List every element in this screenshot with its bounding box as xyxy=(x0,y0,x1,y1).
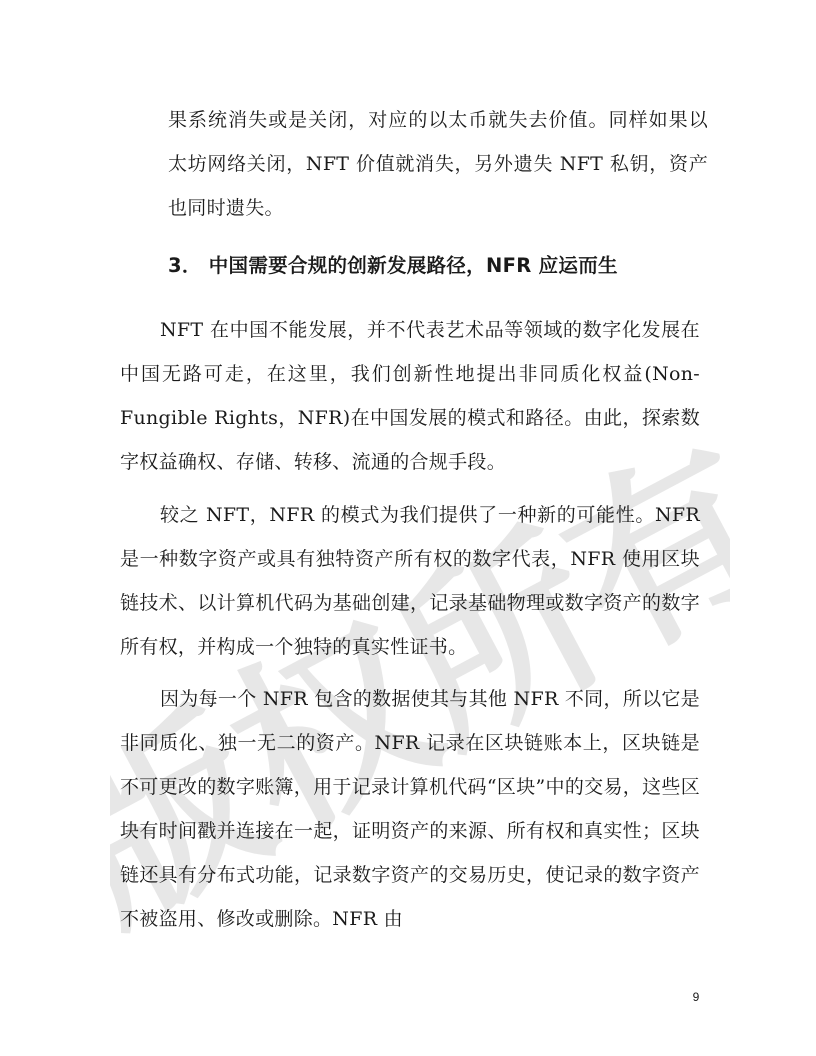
section-heading: 3． 中国需要合规的创新发展路径，NFR 应运而生 xyxy=(168,254,618,277)
paragraph-nfr-blockchain: 因为每一个 NFR 包含的数据使其与其他 NFR 不同，所以它是非同质化、独一无二的资产。NFR 记录在区块链账本上，区块链是不可更改的数字账簿，用于记录计算机代码“区块”中的交易，这些区块有时间戳并连接在一起，证明资产的来源、所有权和真实性；区块链还具有分布式功能，记录数字资产的交易历史，使记录的数字资产不被盗用、修改或删除。NFR 由 xyxy=(120,688,700,930)
paragraph-nft-in-china: NFT 在中国不能发展，并不代表艺术品等领域的数字化发展在中国无路可走，在这里，我们创新性地提出非同质化权益(Non-Fungible Rights，NFR)在中国发展的模式和路径。由此，探索数字权益确权、存储、转移、流通的合规手段。 xyxy=(120,319,700,473)
svg-text:版权所有: 版权所有 xyxy=(110,409,730,960)
paragraph-nfr-model: 较之 NFT，NFR 的模式为我们提供了一种新的可能性。NFR 是一种数字资产或具有独特资产所有权的数字代表，NFR 使用区块链技术、以计算机代码为基础创建，记录基础物理或数字资产的数字所有权，并构成一个独特的真实性证书。 xyxy=(120,504,700,658)
continued-paragraph: 果系统消失或是关闭，对应的以太币就失去价值。同样如果以太坊网络关闭，NFT 价值就消失，另外遗失 NFT 私钥，资产也同时遗失。 xyxy=(168,109,708,219)
page-number: 9 xyxy=(692,990,700,1004)
